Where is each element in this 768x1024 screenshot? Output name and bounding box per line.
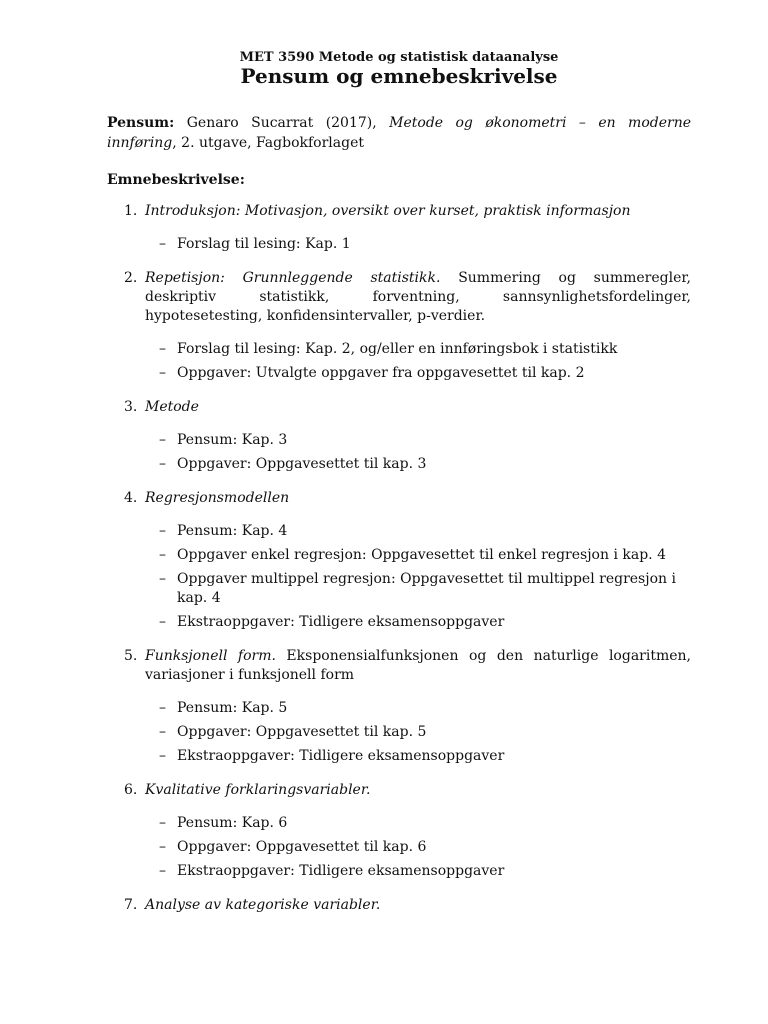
sublist-item [145, 862, 691, 881]
topic-title: Kvalitative forklaringsvariabler. [145, 782, 371, 798]
topic-sublist [145, 235, 691, 254]
sublist-item [145, 522, 691, 541]
sublist-item-text: Pensum: Kap. 3 [177, 432, 288, 448]
dash-bullet: – [159, 456, 166, 472]
topic-item [107, 202, 691, 254]
topic-description [145, 896, 691, 915]
dash-bullet: – [159, 748, 166, 764]
sublist-item-text: Oppgaver: Oppgavesettet til kap. 6 [177, 839, 427, 855]
topic-description [145, 781, 691, 800]
topic-title: Regresjonsmodellen [145, 490, 290, 506]
topic-description [145, 202, 691, 221]
sublist-item [145, 838, 691, 857]
sublist-item [145, 570, 691, 608]
sublist-item [145, 814, 691, 833]
topic-sublist [145, 340, 691, 383]
dash-bullet: – [159, 863, 166, 879]
topic-item [107, 781, 691, 881]
sublist-item [145, 699, 691, 718]
sublist-item [145, 340, 691, 359]
topic-number: 1. [124, 203, 138, 219]
topic-title: Metode [145, 399, 199, 415]
dash-bullet: – [159, 547, 166, 563]
topic-item [107, 489, 691, 632]
sublist-item-text: Pensum: Kap. 4 [177, 523, 288, 539]
topic-number: 2. [124, 270, 138, 286]
dash-bullet: – [159, 614, 166, 630]
topic-item [107, 398, 691, 474]
dash-bullet: – [159, 724, 166, 740]
topic-number: 3. [124, 399, 138, 415]
sublist-item-text: Oppgaver: Oppgavesettet til kap. 5 [177, 724, 427, 740]
course-code-title: MET 3590 Metode og statistisk dataanalyse [239, 50, 559, 65]
sublist-item-text: Oppgaver: Utvalgte oppgaver fra oppgavesettet til kap. 2 [177, 365, 585, 381]
pensum-book-title: Metode og økonometri – en moderne innføring [107, 115, 692, 151]
dash-bullet: – [159, 432, 166, 448]
topic-details: Eksponensialfunksjonen og den naturlige logaritmen, variasjoner i funksjonell form [145, 648, 691, 683]
sublist-item-text: Ekstraoppgaver: Tidligere eksamensoppgaver [177, 748, 505, 764]
sublist-item [145, 235, 691, 254]
topic-sublist [145, 699, 691, 766]
topic-sublist [145, 522, 691, 632]
topic-description [145, 489, 691, 508]
sublist-item-text: Oppgaver enkel regresjon: Oppgavesettet til enkel regresjon i kap. 4 [177, 547, 666, 563]
sublist-item-text: Pensum: Kap. 6 [177, 815, 288, 831]
topic-item [107, 269, 691, 383]
pensum-edition-publisher: , 2. utgave, Fagbokforlaget [172, 135, 364, 151]
sublist-item-text: Forslag til lesing: Kap. 1 [177, 236, 351, 252]
topic-number: 6. [124, 782, 138, 798]
topic-list [107, 202, 691, 915]
sublist-item-text: Ekstraoppgaver: Tidligere eksamensoppgaver [177, 863, 505, 879]
document-page [107, 50, 691, 930]
topic-item [107, 647, 691, 766]
topic-sublist [145, 814, 691, 881]
sublist-item [145, 364, 691, 383]
topic-title: Analyse av kategoriske variabler. [145, 897, 381, 913]
topic-number: 4. [124, 490, 138, 506]
topic-title: Repetisjon: Grunnleggende statistikk. [145, 270, 441, 286]
sublist-item-text: Oppgaver: Oppgavesettet til kap. 3 [177, 456, 427, 472]
sublist-item [145, 723, 691, 742]
topic-sublist [145, 431, 691, 474]
sublist-item [145, 546, 691, 565]
dash-bullet: – [159, 700, 166, 716]
sublist-item [145, 613, 691, 632]
dash-bullet: – [159, 839, 166, 855]
dash-bullet: – [159, 815, 166, 831]
dash-bullet: – [159, 523, 166, 539]
sublist-item [145, 747, 691, 766]
topic-description [145, 398, 691, 417]
section-heading: Emnebeskrivelse: [107, 172, 245, 188]
dash-bullet: – [159, 341, 166, 357]
topic-description [145, 269, 691, 326]
topic-item [107, 896, 691, 915]
sublist-item [145, 431, 691, 450]
sublist-item-text: Oppgaver multippel regresjon: Oppgavesettet til multippel regresjon i kap. 4 [177, 571, 676, 606]
topic-description [145, 647, 691, 685]
topic-title: Introduksjon: Motivasjon, oversikt over kurset, praktisk informasjon [145, 203, 631, 219]
topic-number: 5. [124, 648, 138, 664]
dash-bullet: – [159, 571, 166, 587]
sublist-item-text: Forslag til lesing: Kap. 2, og/eller en innføringsbok i statistikk [177, 341, 618, 357]
dash-bullet: – [159, 236, 166, 252]
pensum-paragraph [107, 113, 691, 153]
topic-details: Summering og summeregler, deskriptiv statistikk, forventning, sannsynlighetsfordelinger, hypotesetesting, konfidensintervaller, p-verdier. [145, 270, 691, 324]
dash-bullet: – [159, 365, 166, 381]
topic-number: 7. [124, 897, 138, 913]
sublist-item-text: Ekstraoppgaver: Tidligere eksamensoppgaver [177, 614, 505, 630]
pensum-label: Pensum: [107, 115, 175, 131]
pensum-author-year: Genaro Sucarrat (2017), [186, 115, 390, 131]
sublist-item-text: Pensum: Kap. 5 [177, 700, 288, 716]
sublist-item [145, 455, 691, 474]
topic-title: Funksjonell form. [145, 648, 276, 664]
document-title: Pensum og emnebeskrivelse [240, 64, 558, 88]
